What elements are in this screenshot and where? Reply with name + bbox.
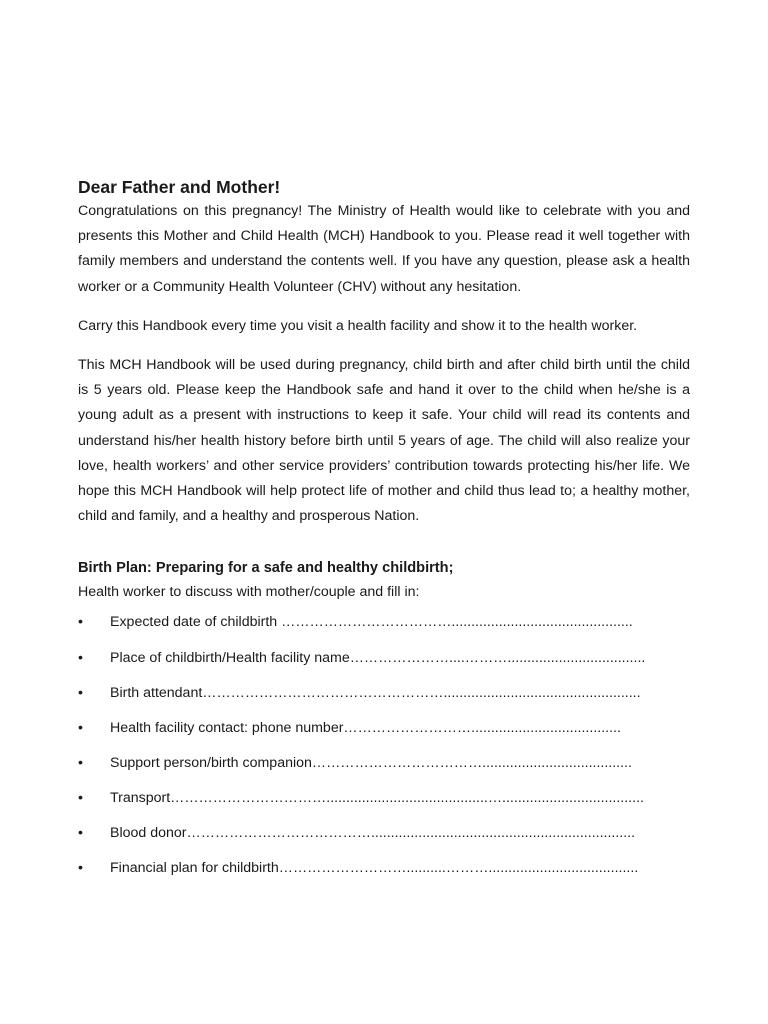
letter-paragraph-handbook-usage: This MCH Handbook will be used during pregnancy, child birth and after child birth until the child is 5 years old. Please keep the Handbook safe and hand it over to the child when he/she is a young adult as a present with instructions to keep it safe. Your child will read its contents and understand his/her health history before birth until 5 years of age. The child will also realize your love, health workers’ and other service providers’ contribution towards protecting his/her life. We hope this MCH Handbook will help protect life of mother and child thus lead to; a healthy mother, child and family, and a healthy and prosperous Nation. — [78, 357, 690, 525]
birth-plan-item-expected-date — [78, 610, 690, 645]
handbook-page — [78, 176, 690, 891]
birth-plan-item-label: Transport…………………………….........................................….................................... — [110, 789, 644, 806]
birth-plan-item-support-person — [78, 751, 690, 786]
bullet-marker: • — [78, 754, 83, 771]
birth-plan-item-financial-plan — [78, 856, 690, 891]
letter-title: Dear Father and Mother! — [78, 177, 281, 197]
birth-plan-item-label: Expected date of childbirth ……………………………….............................................. — [110, 614, 633, 631]
birth-plan-item-label: Place of childbirth/Health facility name…………………....………................................... — [110, 649, 646, 666]
birth-plan-item-label: Health facility contact: phone number………………………...................................... — [110, 719, 621, 736]
bullet-marker: • — [78, 684, 83, 701]
birth-plan-item-birth-attendant — [78, 681, 690, 716]
birth-plan-item-facility-phone — [78, 716, 690, 751]
letter-paragraph-congratulations: Congratulations on this pregnancy! The Ministry of Health would like to celebrate with you and presents this Mother and Child Health (MCH) Handbook to you. Please read it well together with family members and understand the contents well. If you have any question, please ask a health worker or a Community Health Volunteer (CHV) without any hesitation. — [78, 203, 690, 295]
birth-plan-item-label: Blood donor…………………………………................................................................... — [110, 825, 636, 841]
birth-plan-item-blood-donor — [78, 821, 690, 856]
letter-paragraph-carry-handbook: Carry this Handbook every time you visit a health facility and show it to the health worker. — [78, 317, 638, 334]
birth-plan-item-label: Financial plan for childbirth………………………..........………...................................... — [110, 860, 639, 877]
bullet-marker: • — [78, 825, 83, 841]
birth-plan-item-label: Birth attendant…………………………………………….................................................. — [110, 684, 641, 701]
birth-plan-item-label: Support person/birth companion………………………………...................................... — [110, 754, 632, 771]
birth-plan-item-transport — [78, 786, 690, 821]
birth-plan-instruction: Health worker to discuss with mother/couple and fill in: — [78, 584, 420, 601]
bullet-marker: • — [78, 789, 83, 806]
bullet-marker: • — [78, 860, 83, 877]
birth-plan-heading: Birth Plan: Preparing for a safe and healthy childbirth; — [78, 560, 454, 577]
bullet-marker: • — [78, 614, 83, 631]
birth-plan-list — [78, 610, 690, 891]
bullet-marker: • — [78, 719, 83, 736]
birth-plan-item-place-of-childbirth — [78, 646, 690, 681]
bullet-marker: • — [78, 649, 83, 666]
